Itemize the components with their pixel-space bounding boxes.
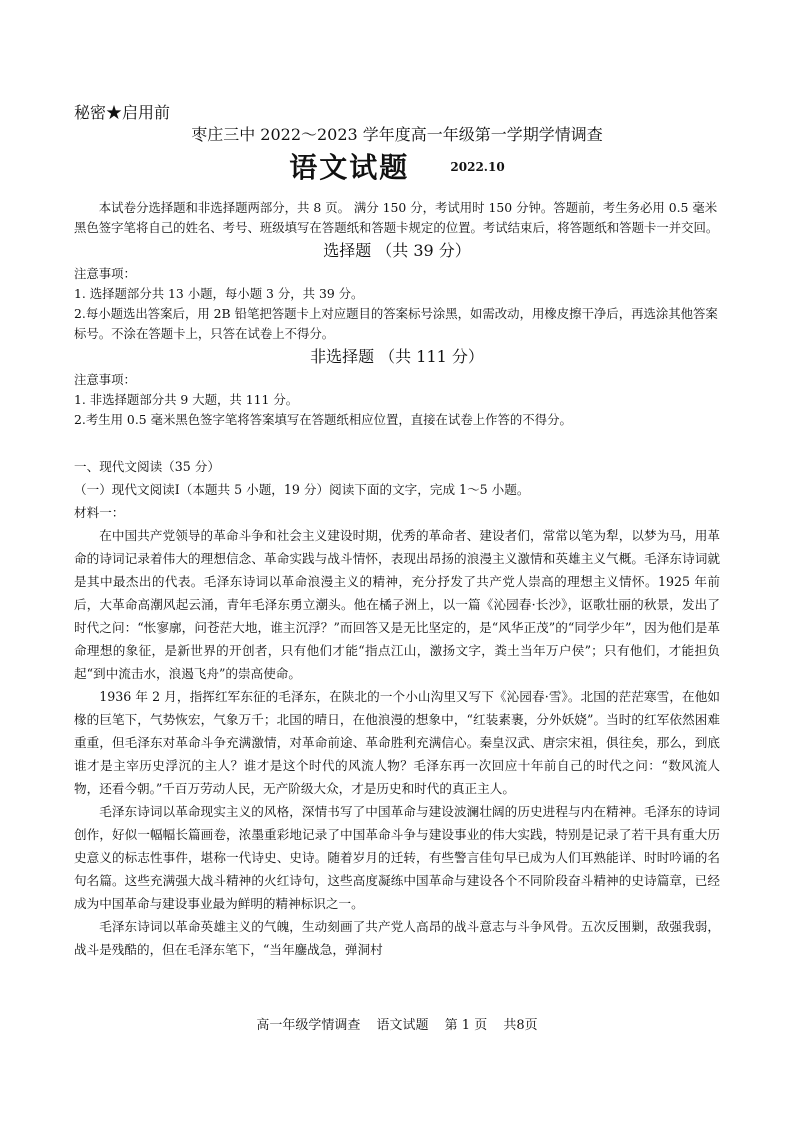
passage-paragraph-4: 毛泽东诗词以革命英雄主义的气魄，生动刻画了共产党人高昂的战斗意志与斗争风骨。五次反围剿，敌强我弱，战斗是残酷的，但在毛泽东笔下，“当年鏖战急，弹洞村 xyxy=(74,919,720,957)
choice-section-heading: 选择题 （共 39 分） xyxy=(323,241,471,260)
instructions xyxy=(74,198,720,430)
passage-paragraph-2: 1936 年 2 月，指挥红军东征的毛泽东，在陕北的一个小山沟里又写下《沁园春·雪》。北国的茫茫寒雪，在他如椽的巨笔下，气势恢宏，气象万千；北国的晴日，在他浪漫的想象中，“红装素裹，分外妖娆”。当时的红军依然困难重重，但毛泽东对革命斗争充满激情，对革命前途、革命胜利充满信心。秦皇汉武、唐宗宋祖，俱往矣，那么，到底谁才是主宰历史浮沉的主人？谁才是这个时代的风流人物？毛泽东再一次回应十年前自己的时代之问：“数风流人物，还看今朝。”千百万劳动人民，无产阶级大众，才是历史和时代的真正主人。 xyxy=(74,689,720,796)
choice-note-2: 2.每小题选出答案后，用 2B 铅笔把答题卡上对应题目的答案标号涂黑，如需改动，用橡皮擦干净后，再选涂其他答案标号。不涂在答题卡上，只答在试卷上不得分。 xyxy=(74,306,718,341)
exam-title: 枣庄三中 2022～2023 学年度高一年级第一学期学情调查 xyxy=(191,125,603,144)
choice-note-label: 注意事项： xyxy=(74,266,136,281)
nonchoice-note-2: 2.考生用 0.5 毫米黑色签字笔将答案填写在答题纸相应位置，直接在试卷上作答的不得分。 xyxy=(74,412,572,427)
nonchoice-section-heading: 非选择题 （共 111 分） xyxy=(310,347,484,366)
subsection-heading: （一）现代文阅读Ⅰ（本题共 5 小题，19 分）阅读下面的文字，完成 1～5 小题。 xyxy=(74,482,530,497)
nonchoice-note-1: 1. 非选择题部分共 9 大题，共 111 分。 xyxy=(74,392,299,407)
page-footer xyxy=(0,1014,794,1033)
footer-total-pages: 共8页 xyxy=(503,1018,538,1033)
footer-exam: 高一年级学情调查 xyxy=(256,1018,361,1033)
secret-label: 秘密★启用前 xyxy=(74,103,171,122)
nonchoice-note-label: 注意事项： xyxy=(74,372,136,387)
subject-title: 语文试题 xyxy=(289,151,410,184)
passage-paragraph-1: 在中国共产党领导的革命斗争和社会主义建设时期，优秀的革命者、建设者们，常常以笔为犁，以梦为马，用革命的诗词记录着伟大的理想信念、革命实践与战斗情怀，表现出昂扬的浪漫主义激情和英雄主义气概。毛泽东诗词就是其中最杰出的代表。毛泽东诗词以革命浪漫主义的精神，充分抒发了共产党人崇高的理想主义情怀。1925 年前后，大革命高潮风起云涌，青年毛泽东勇立潮头。他在橘子洲上，以一篇《沁园春·长沙》，讴歌壮丽的秋景，发出了时代之问：“怅寥廓，问苍茫大地，谁主沉浮？”而回答又是无比坚定的，是“风华正茂”的“同学少年”，因为他们是革命理想的象征，是新世界的开创者，只有他们才能“指点江山，激扬文字，粪土当年万户侯”；只有他们，才能担负起“到中流击水，浪遏飞舟”的崇高使命。 xyxy=(74,528,720,681)
footer-page-number: 第 1 页 xyxy=(444,1018,488,1033)
choice-note-1: 1. 选择题部分共 13 小题，每小题 3 分，共 39 分。 xyxy=(74,286,364,301)
intro-paragraph: 本试卷分选择题和非选择题两部分，共 8 页。 满分 150 分，考试用时 150 分钟。答题前，考生务必用 0.5 毫米黑色签字笔将自己的姓名、考号、班级填写在答题纸和答题卡规定的位置。考试结束后，将答题纸和答题卡一并交回。 xyxy=(74,200,719,235)
exam-date: 2022.10 xyxy=(450,160,505,174)
subject-row xyxy=(0,146,794,186)
reading-passage xyxy=(74,455,720,961)
passage-paragraph-3: 毛泽东诗词以革命现实主义的风格，深情书写了中国革命与建设波澜壮阔的历史进程与内在精神。毛泽东的诗词创作，好似一幅幅长篇画卷，浓墨重彩地记录了中国革命斗争与建设事业的伟大实践，特别是记录了若干具有重大历史意义的标志性事件，堪称一代诗史、史诗。随着岁月的迁转，有些警言佳句早已成为人们耳熟能详、时时吟诵的名句名篇。这些充满强大战斗精神的火红诗句，这些高度凝练中国革命与建设各个不同阶段奋斗精神的史诗篇章，已经成为中国革命与建设事业最为鲜明的精神标识之一。 xyxy=(74,804,720,911)
material-label: 材料一： xyxy=(74,505,125,520)
section-heading: 一、现代文阅读（35 分） xyxy=(74,459,220,474)
footer-subject: 语文试题 xyxy=(376,1018,429,1033)
